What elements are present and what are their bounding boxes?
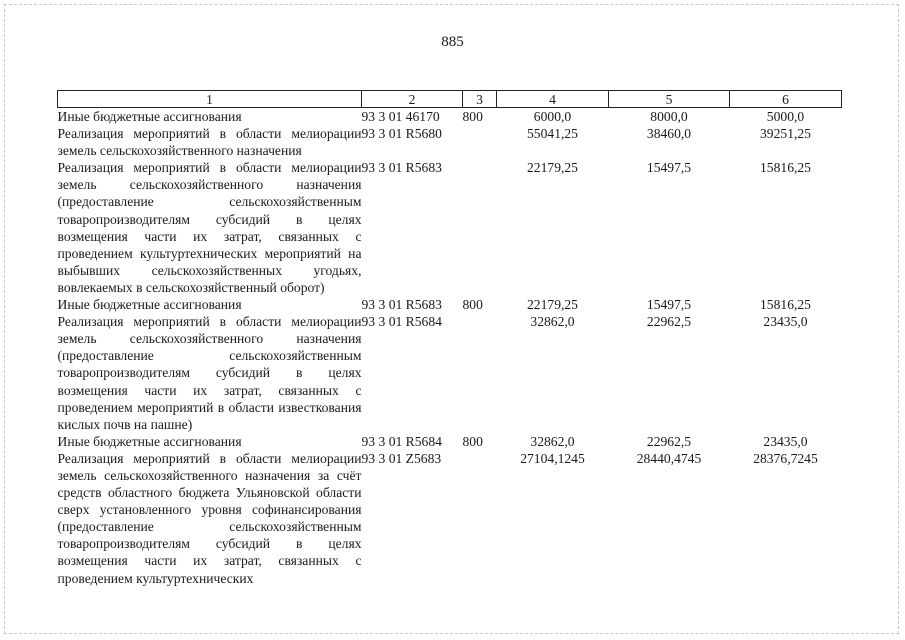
row-description: Иные бюджетные ассигнования (57, 433, 242, 449)
row-expense-type (463, 450, 497, 587)
row-expense-type: 800 (462, 433, 483, 449)
row-amount-col6: 39251,25 (760, 126, 811, 142)
row-target-code: 93 3 01 R5683 (361, 160, 442, 176)
row-target-code: 93 3 01 R5684 (361, 433, 442, 449)
row-target-code: 93 3 01 R5683 (361, 297, 442, 313)
row-expense-type (463, 125, 497, 159)
row-description: Реализация мероприятий в области мелиорации земель сельскохозяйственного назначения (предоставление сельскохозяйственным товаропроизводителям субсидий в целях возмещения части их затрат, связанных с проведением культуртехнических мероприятий на выбывших сельскохозяйственных угодьях, вовлекаемых в сельскохозяйственный оборот) (57, 160, 362, 295)
row-amount-col6: 23435,0 (763, 433, 808, 449)
table-row (58, 159, 842, 296)
row-amount-col6: 15816,25 (760, 160, 811, 176)
header-col-4: 4 (497, 91, 609, 108)
table-row (58, 296, 842, 313)
row-description: Реализация мероприятий в области мелиорации земель сельскохозяйственного назначения (предоставление сельскохозяйственным товаропроизводителям субсидий в целях возмещения части их затрат, связанных с проведением мероприятий в области известкования кислых почв на пашне) (57, 314, 362, 432)
row-expense-type: 800 (462, 109, 483, 124)
row-description: Иные бюджетные ассигнования (57, 297, 242, 313)
row-amount-col5: 15497,5 (646, 160, 692, 176)
header-col-5: 5 (609, 91, 730, 108)
budget-table (57, 90, 842, 587)
row-amount-col6: 23435,0 (763, 314, 808, 330)
row-target-code: 93 3 01 46170 (361, 109, 440, 124)
row-amount-col5: 28440,4745 (636, 450, 702, 466)
row-amount-col4: 22179,25 (527, 160, 578, 176)
page-number: 885 (441, 34, 464, 50)
header-col-2: 2 (362, 91, 463, 108)
row-amount-col4: 32862,0 (530, 433, 575, 449)
row-amount-col4: 6000,0 (533, 109, 572, 124)
header-col-6: 6 (730, 91, 842, 108)
row-description: Иные бюджетные ассигнования (57, 109, 242, 124)
row-expense-type (463, 159, 497, 296)
row-amount-col5: 15497,5 (646, 297, 692, 313)
table-row (58, 313, 842, 433)
row-amount-col4: 55041,25 (527, 126, 578, 142)
row-amount-col5: 22962,5 (646, 433, 692, 449)
row-amount-col5: 38460,0 (646, 126, 692, 142)
row-amount-col5: 8000,0 (650, 109, 688, 124)
row-amount-col4: 27104,1245 (520, 450, 585, 466)
table-row (58, 433, 842, 450)
row-description: Реализация мероприятий в области мелиорации земель сельскохозяйственного назначения (57, 126, 362, 159)
row-amount-col6: 15816,25 (760, 297, 811, 313)
table-row (58, 125, 842, 159)
row-expense-type (463, 313, 497, 433)
row-amount-col6: 5000,0 (766, 109, 805, 124)
header-col-3: 3 (463, 91, 497, 108)
row-target-code: 93 3 01 Z5683 (361, 450, 442, 466)
row-description: Реализация мероприятий в области мелиорации земель сельскохозяйственного назначения за счёт средств областного бюджета Ульяновской области сверх установленного уровня софинансирования (предоставление сельскохозяйственным товаропроизводителям субсидий в целях возмещения части их затрат, связанных с проведением культуртехнических (57, 450, 362, 586)
row-expense-type: 800 (462, 297, 483, 313)
row-amount-col5: 22962,5 (646, 314, 692, 330)
header-col-1: 1 (58, 91, 362, 108)
row-amount-col4: 32862,0 (530, 314, 575, 330)
row-amount-col6: 28376,7245 (753, 450, 818, 466)
table-row (58, 108, 842, 126)
row-amount-col4: 22179,25 (527, 297, 578, 313)
row-target-code: 93 3 01 R5684 (361, 314, 442, 330)
row-target-code: 93 3 01 R5680 (361, 126, 442, 142)
table-header-row (58, 91, 842, 108)
table-row (58, 450, 842, 587)
